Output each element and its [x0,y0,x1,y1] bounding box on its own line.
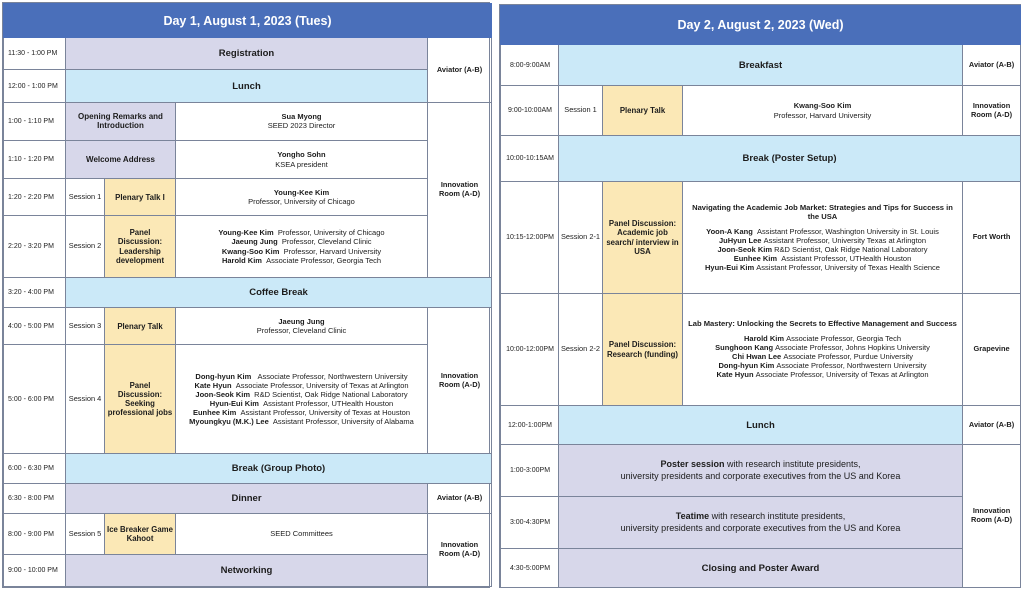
speaker-title: Professor, University of Chicago [248,197,355,207]
teatime-band: Teatime with research institute presidents, university presidents and corporate executives from the US and Korea [559,497,963,549]
speaker-name: Sua Myong [281,112,322,122]
session-label: Session 1 [66,179,105,216]
time-cell: 6:00 - 6:30 PM [4,454,66,484]
speaker-cell: SEED Committees [176,514,428,554]
welcome-address-label: Welcome Address [66,140,176,178]
speaker-line: Chi Hwan Lee Associate Professor, Purdue University [732,352,913,362]
room-cell: Aviator (A-B) [963,45,1021,86]
speaker-cell [683,86,963,136]
time-cell: 12:00 - 1:00 PM [4,70,66,102]
panel-heading: Navigating the Academic Job Market: Strategies and Tips for Success in the USA [692,202,953,222]
opening-remarks-label: Opening Remarks and Introduction [66,102,176,140]
room-cell: Innovation Room (A-D) [428,514,492,587]
breakfast-band: Breakfast [559,45,963,86]
time-cell: 10:00-12:00PM [501,294,559,406]
time-cell: 3:00-4:30PM [501,497,559,549]
plenary-talk-title: Plenary Talk [603,86,683,136]
panel-title: Panel Discussion: Academic job search/ interview in USA [603,182,683,294]
speaker-line: Eunhee Kim Assistant Professor, University of Texas at Houston [192,408,411,418]
room-cell: Aviator (A-B) [428,484,492,514]
session-label: Session 1 [559,86,603,136]
room-cell: Aviator (A-B) [963,406,1021,445]
speaker-line: Joon-Seok Kim R&D Scientist, Oak Ridge National Laboratory [717,244,928,254]
closing-band: Closing and Poster Award [559,549,963,588]
speaker-title: SEED 2023 Director [267,121,336,131]
speaker-name: Kwang-Soo Kim [793,101,852,111]
speaker-name: Young-Kee Kim [273,188,330,198]
time-cell: 1:00 - 1:10 PM [4,102,66,140]
room-cell: Innovation Room (A-D) [428,308,492,454]
break-group-photo-band: Break (Group Photo) [66,454,492,484]
time-cell: 8:00 - 9:00 PM [4,514,66,554]
speaker-name: Jaeung Jung [278,317,325,327]
speaker-line: JuHyun Lee Assistant Professor, University Texas at Arlington [718,235,927,245]
room-cell: Innovation Room (A-D) [428,102,492,277]
time-cell: 4:30-5:00PM [501,549,559,588]
lunch-band: Lunch [559,406,963,445]
speaker-list [176,345,428,454]
speaker-line: Joon-Seok Kim R&D Scientist, Oak Ridge National Laboratory [195,390,408,399]
speaker-line: Sunghoon Kang Associate Professor, Johns Hopkins University [715,343,930,353]
time-cell: 10:15-12:00PM [501,182,559,294]
time-cell: 11:30 - 1:00 PM [4,38,66,70]
teatime-label: Teatime [675,510,710,521]
speaker-line: Eunhee Kim Assistant Professor, UTHealth Houston [733,254,912,264]
room-cell: Innovation Room (A-D) [963,445,1021,588]
session-label: Session 2-1 [559,182,603,294]
speaker-line: Young-Kee Kim Professor, University of Chicago [218,228,385,238]
speaker-line: Kwang-Soo Kim Professor, Harvard University [221,246,382,256]
time-cell: 4:00 - 5:00 PM [4,308,66,345]
panel-title: Panel Discussion: Leadership development [105,216,176,277]
networking-band: Networking [66,554,428,586]
coffee-break-band: Coffee Break [66,277,492,307]
day2-header: Day 2, August 2, 2023 (Wed) [501,6,1021,45]
plenary-talk-title: Plenary Talk I [105,179,176,216]
speaker-cell [176,179,428,216]
time-cell: 3:20 - 4:00 PM [4,277,66,307]
day1-header: Day 1, August 1, 2023 (Tues) [4,4,492,38]
speaker-line: Hyun-Eui Kim Assistant Professor, University of Texas Health Science [705,263,940,273]
time-cell: 1:20 - 2:20 PM [4,179,66,216]
speaker-line: Jaeung Jung Professor, Cleveland Clinic [231,237,372,247]
speaker-title: Professor, Cleveland Clinic [256,326,347,336]
session-label: Session 2-2 [559,294,603,406]
break-poster-setup-band: Break (Poster Setup) [559,136,1021,182]
time-cell: 1:10 - 1:20 PM [4,140,66,178]
session-label: Session 4 [66,345,105,454]
day2-schedule [499,4,1021,588]
speaker-line: Harold Kim Associate Professor, Georgia Tech [743,333,902,343]
time-cell: 1:00-3:00PM [501,445,559,497]
speaker-list [683,182,963,294]
speaker-line: Myoungkyu (M.K.) Lee Assistant Professor, University of Alabama [189,417,414,427]
speaker-line: Harold Kim Associate Professor, Georgia Tech [221,255,382,265]
plenary-talk-title: Plenary Talk [105,308,176,345]
dinner-band: Dinner [66,484,428,514]
room-cell: Innovation Room (A-D) [963,86,1021,136]
time-cell: 2:20 - 3:20 PM [4,216,66,277]
time-cell: 8:00-9:00AM [501,45,559,86]
time-cell: 12:00-1:00PM [501,406,559,445]
room-cell: Fort Worth [963,182,1021,294]
speaker-title: KSEA president [275,159,328,169]
speaker-line: Dong-hyun Kim Associate Professor, Northwestern University [195,371,408,381]
speaker-name: Yongho Sohn [277,150,326,160]
speaker-line: Yoon-A Kang Assistant Professor, Washington University in St. Louis [706,226,939,236]
room-cell: Grapevine [963,294,1021,406]
time-cell: 6:30 - 8:00 PM [4,484,66,514]
poster-session-label: Poster session [660,458,725,469]
day1-schedule [2,2,490,588]
session-label: Session 3 [66,308,105,345]
poster-session-band: Poster session with research institute presidents, university presidents and corporate executives from the US and Korea [559,445,963,497]
speaker-title: Professor, Harvard University [773,110,872,120]
speaker-list [683,294,963,406]
speaker-line: Hyun-Eui Kim Assistant Professor, UTHealth Houston [209,399,394,409]
session-label: Session 5 [66,514,105,554]
icebreaker-title: Ice Breaker Game Kahoot [105,514,176,554]
speaker-line: Kate Hyun Associate Professor, University of Texas at Arlington [716,370,929,380]
speaker-list [176,216,428,277]
time-cell: 10:00-10:15AM [501,136,559,182]
time-cell: 9:00 - 10:00 PM [4,554,66,586]
lunch-band: Lunch [66,70,428,102]
speaker-cell [176,140,428,178]
speaker-cell [176,308,428,345]
speaker-line: Dong-hyun Kim Associate Professor, Northwestern University [718,361,927,371]
registration-band: Registration [66,38,428,70]
panel-heading: Lab Mastery: Unlocking the Secrets to Effective Management and Success [688,319,957,329]
speaker-cell [176,102,428,140]
time-cell: 5:00 - 6:00 PM [4,345,66,454]
session-label: Session 2 [66,216,105,277]
room-cell: Aviator (A-B) [428,38,492,102]
panel-title: Panel Discussion: Seeking professional jobs [105,345,176,454]
panel-title: Panel Discussion: Research (funding) [603,294,683,406]
speaker-line: Kate Hyun Associate Professor, University of Texas at Arlington [194,380,409,390]
time-cell: 9:00-10:00AM [501,86,559,136]
